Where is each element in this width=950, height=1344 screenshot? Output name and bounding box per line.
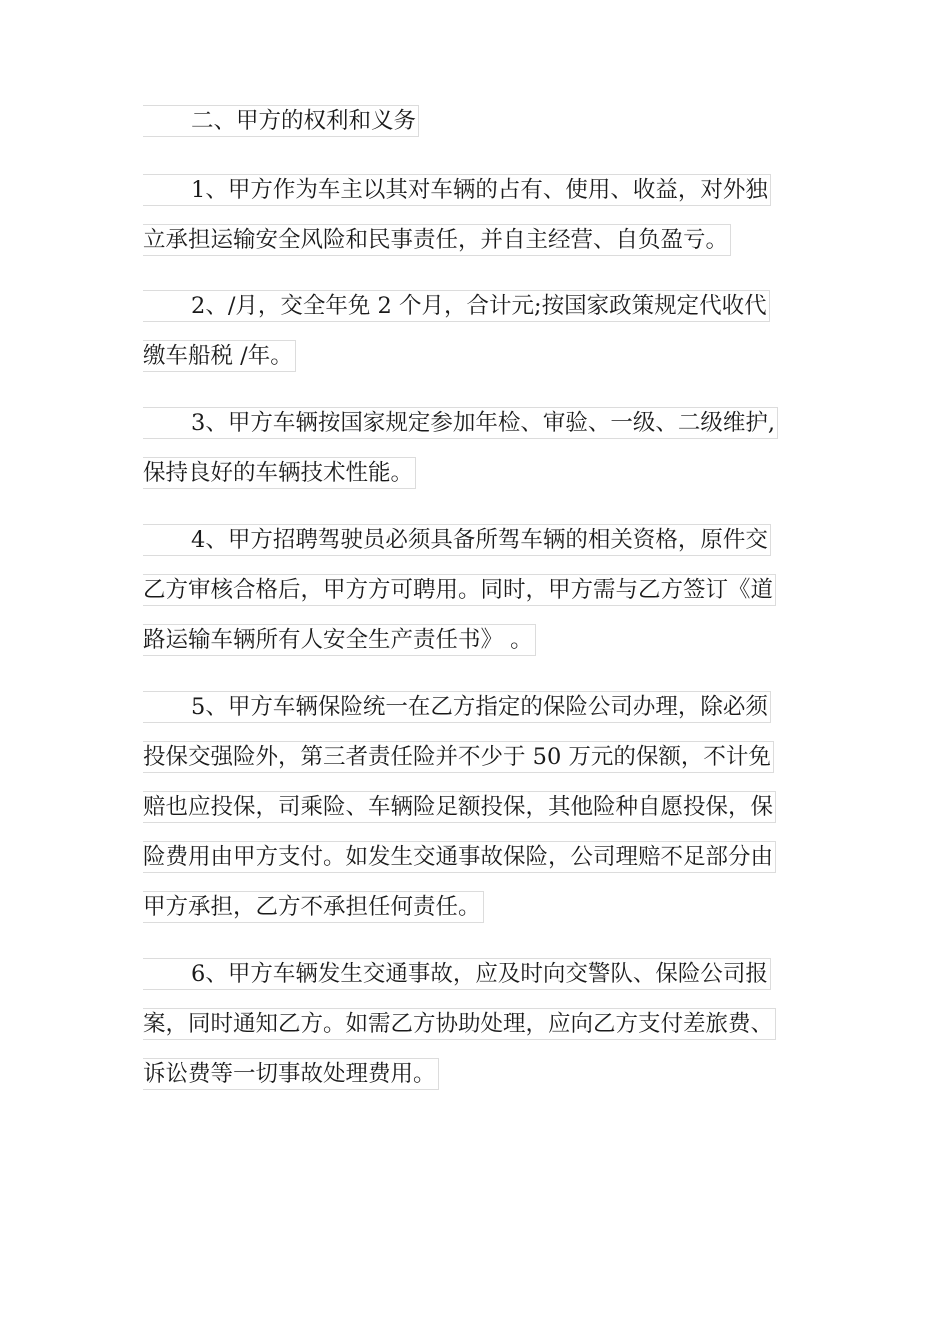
section-heading: 二、甲方的权利和义务	[143, 105, 419, 137]
paragraph-6-line-2: 案，同时通知乙方。如需乙方协助处理，应向乙方支付差旅费、	[143, 1008, 776, 1040]
paragraph-6-line-3: 诉讼费等一切事故处理费用。	[143, 1058, 439, 1090]
paragraph-5-line-1: 5、甲方车辆保险统一在乙方指定的保险公司办理，除必须	[143, 691, 771, 723]
paragraph-2-line-2: 缴车船税 /年。	[143, 340, 296, 372]
paragraph-3-line-1: 3、甲方车辆按国家规定参加年检、审验、一级、二级维护,	[143, 407, 778, 439]
paragraph-4-line-3: 路运输车辆所有人安全生产责任书》 。	[143, 624, 536, 656]
paragraph-5-line-2: 投保交强险外，第三者责任险并不少于 50 万元的保额，不计免	[143, 741, 774, 773]
paragraph-1-line-1: 1、甲方作为车主以其对车辆的占有、使用、收益，对外独	[143, 174, 771, 206]
paragraph-4-line-2: 乙方审核合格后，甲方方可聘用。同时，甲方需与乙方签订《道	[143, 574, 776, 606]
paragraph-6-line-1: 6、甲方车辆发生交通事故，应及时向交警队、保险公司报	[143, 958, 771, 990]
paragraph-5-line-5: 甲方承担，乙方不承担任何责任。	[143, 891, 484, 923]
paragraph-4-line-1: 4、甲方招聘驾驶员必须具备所驾车辆的相关资格，原件交	[143, 524, 771, 556]
paragraph-5-line-3: 赔也应投保，司乘险、车辆险足额投保，其他险种自愿投保，保	[143, 791, 776, 823]
paragraph-3-line-2: 保持良好的车辆技术性能。	[143, 457, 416, 489]
paragraph-2-line-1: 2、/月，交全年免 2 个月，合计元;按国家政策规定代收代	[143, 290, 770, 322]
paragraph-5-line-4: 险费用由甲方支付。如发生交通事故保险，公司理赔不足部分由	[143, 841, 776, 873]
paragraph-1-line-2: 立承担运输安全风险和民事责任，并自主经营、自负盈亏。	[143, 224, 731, 256]
